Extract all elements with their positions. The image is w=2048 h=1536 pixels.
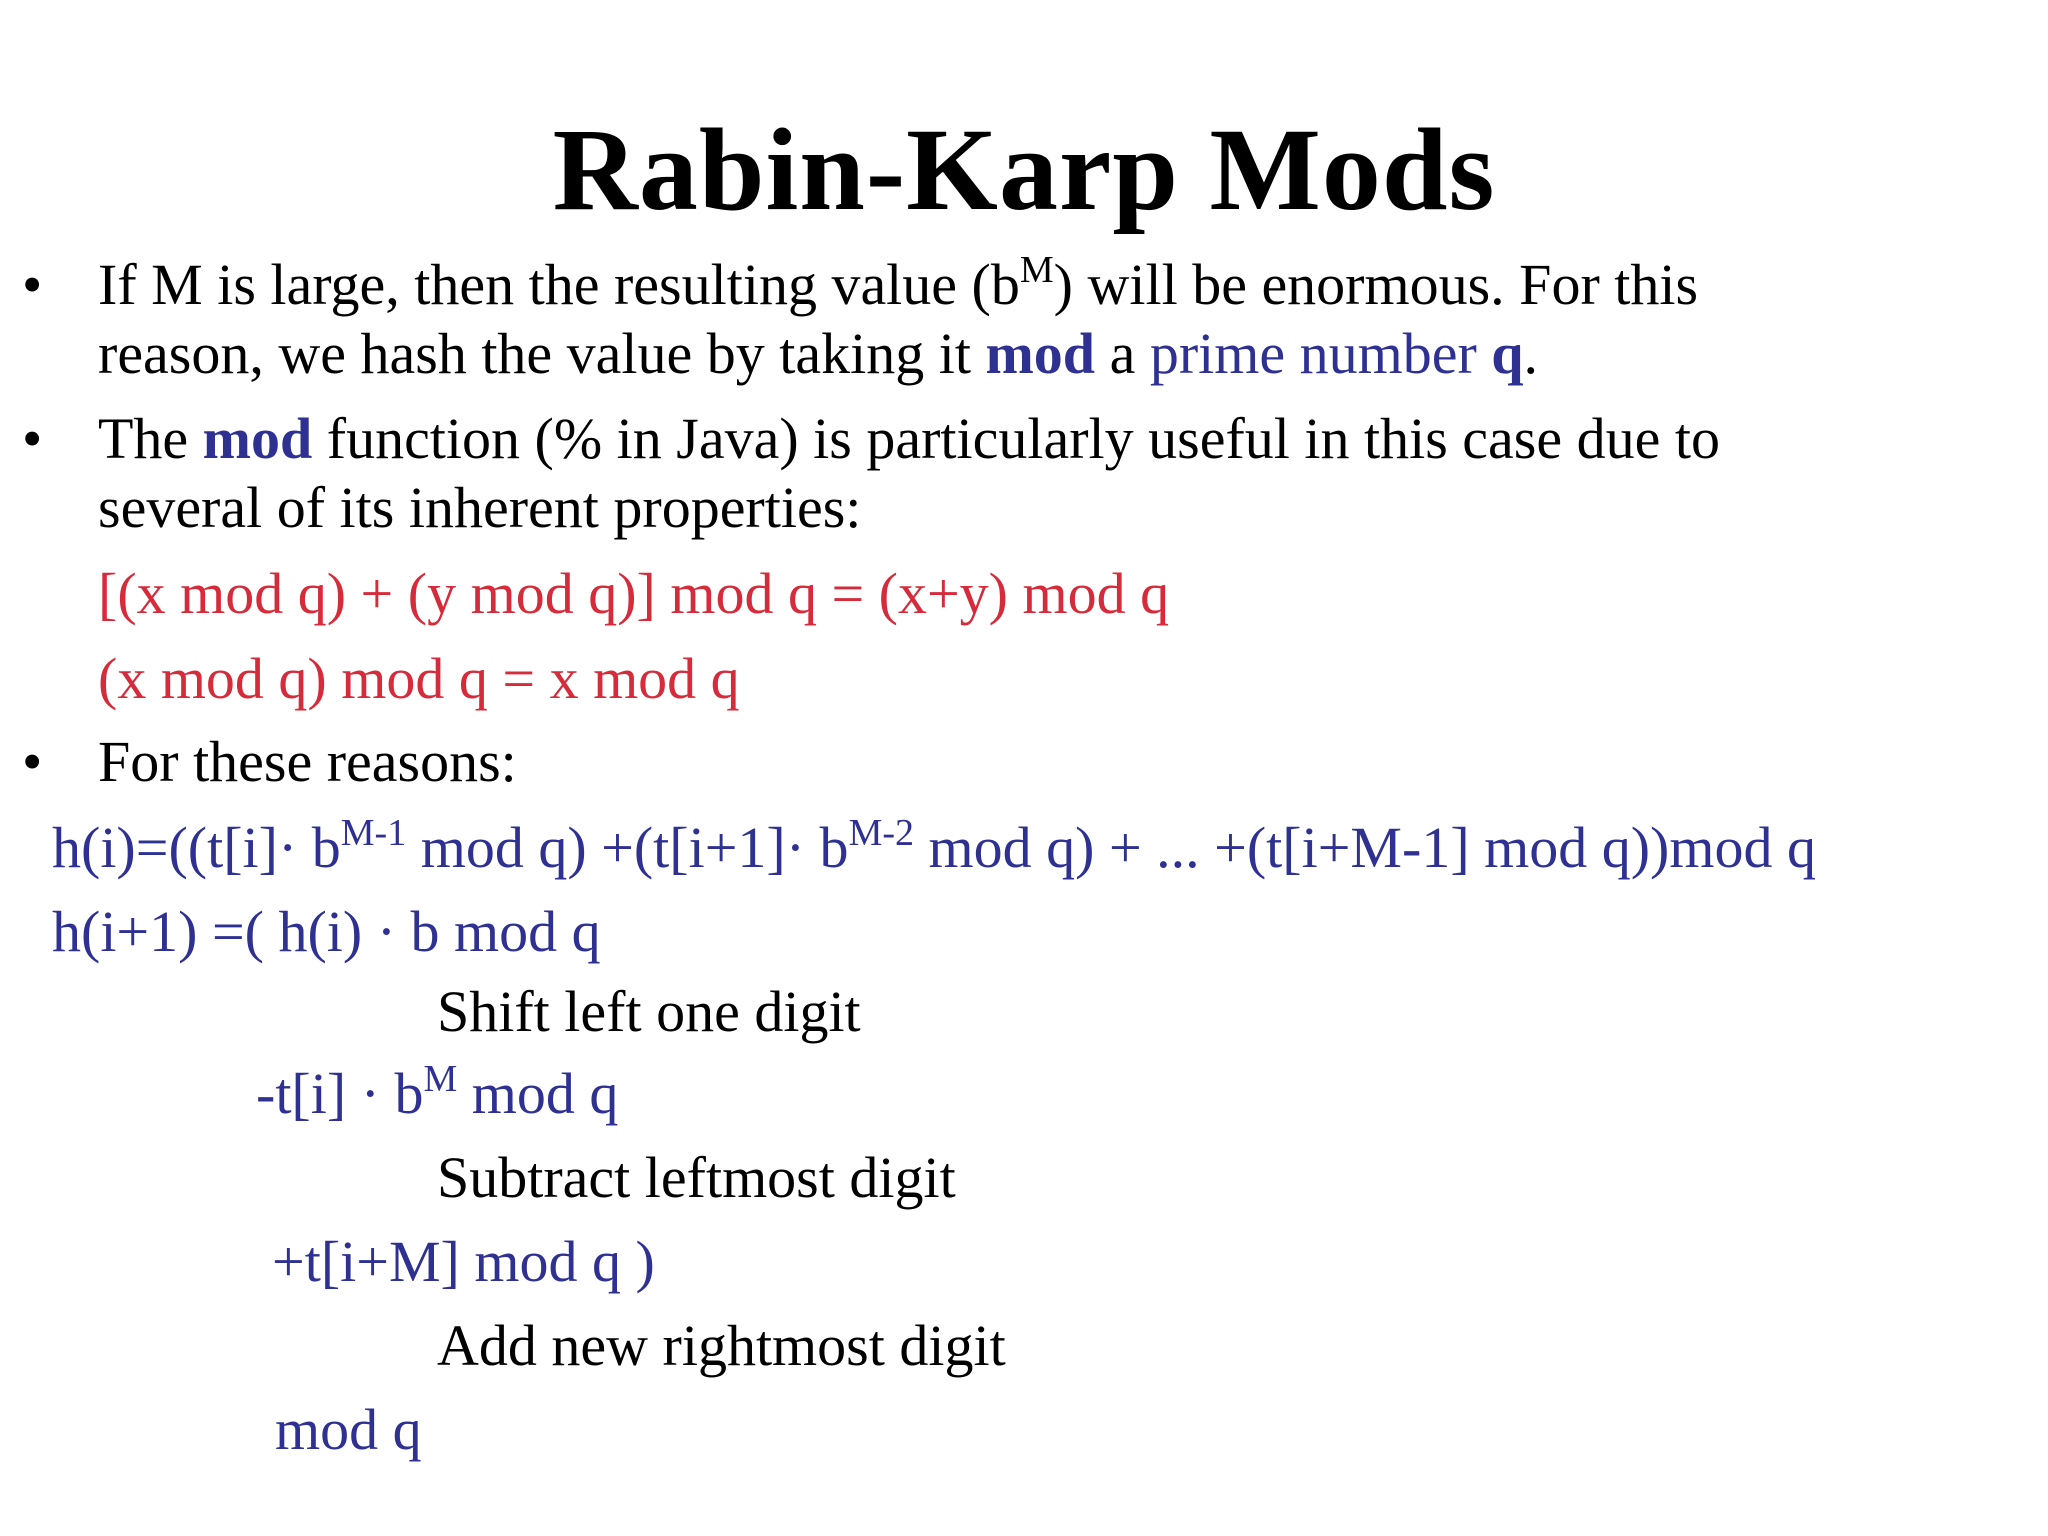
bullet3-text: For these reasons:: [98, 729, 517, 794]
q-variable: q: [1491, 321, 1524, 386]
bullet1-text-b: ) will be enormous. For this: [1053, 252, 1699, 317]
bullet1-text-a: If M is large, then the resulting value (b: [98, 252, 1020, 317]
formula-part-a: h(i)=((t[i]· b: [52, 815, 341, 880]
bullet2-line1: [98, 405, 1720, 473]
subtract-term: [256, 1060, 618, 1128]
bullet2-line2: several of its inherent properties:: [98, 475, 862, 540]
final-mod: mod q: [275, 1397, 422, 1462]
bullet1-text-c: reason, we hash the value by taking it: [98, 321, 986, 386]
bullet2-text-a: The: [98, 406, 203, 471]
period: .: [1523, 321, 1539, 386]
mod-property-1: [(x mod q) + (y mod q)] mod q = (x+y) mod q: [98, 561, 1170, 626]
superscript-m-1: M-1: [340, 812, 407, 854]
prime-number-text: prime number: [1149, 321, 1492, 386]
shift-note: Shift left one digit: [437, 979, 861, 1044]
hash-formula-hi: [52, 814, 1816, 882]
subtract-part-a: -t[i] · b: [256, 1061, 424, 1126]
hash-formula-hi1: h(i+1) =( h(i) · b mod q: [52, 899, 601, 964]
formula-part-b: mod q) +(t[i+1]· b: [406, 815, 849, 880]
bullet1-line2: [98, 320, 1538, 388]
add-term: +t[i+M] mod q ): [272, 1229, 655, 1294]
subtract-part-b: mod q: [457, 1061, 619, 1126]
subtract-note: Subtract leftmost digit: [437, 1145, 956, 1210]
bullet-marker: •: [22, 729, 43, 794]
superscript-m: M: [1019, 249, 1054, 291]
formula-part-c: mod q) + ... +(t[i+M-1] mod q))mod q: [914, 815, 1816, 880]
mod-keyword: mod: [202, 406, 313, 471]
superscript-m-2: M-2: [848, 812, 915, 854]
bullet2-text-b: function (% in Java) is particularly useful in this case due to: [312, 406, 1720, 471]
bullet-marker: •: [22, 252, 43, 317]
mod-keyword: mod: [985, 321, 1096, 386]
bullet1-text-d: a: [1095, 321, 1150, 386]
bullet-marker: •: [22, 406, 43, 471]
bullet1-line1: [98, 251, 1698, 319]
add-note: Add new rightmost digit: [437, 1313, 1006, 1378]
slide-title: Rabin-Karp Mods: [552, 104, 1496, 235]
mod-property-2: (x mod q) mod q = x mod q: [98, 646, 740, 711]
superscript-m: M: [423, 1058, 458, 1100]
